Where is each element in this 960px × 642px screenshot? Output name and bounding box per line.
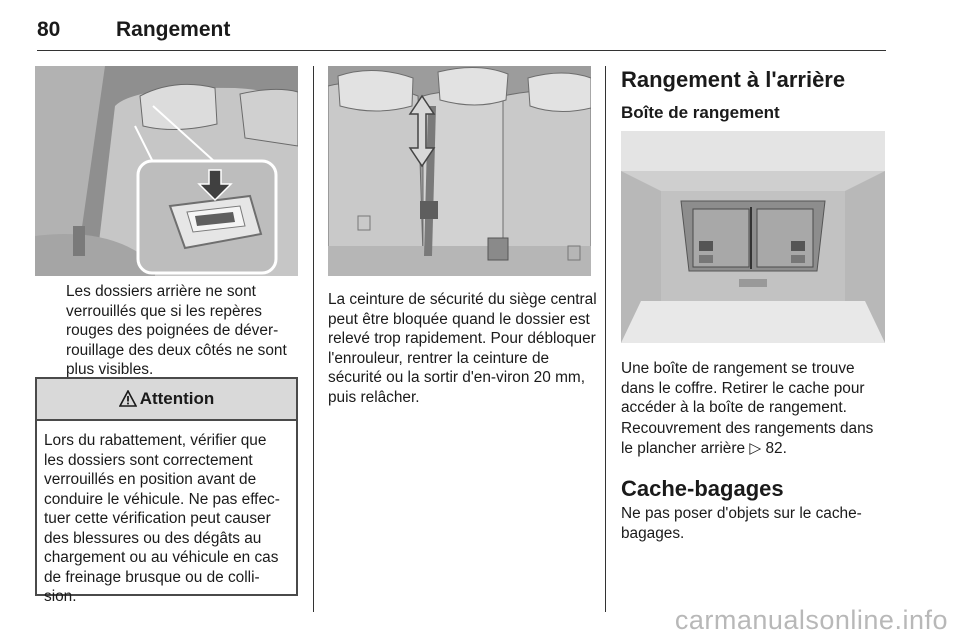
column-divider-1 — [313, 66, 314, 612]
attention-header — [37, 379, 296, 421]
storage-box-illustration — [621, 131, 885, 343]
floor-storage-paragraph — [621, 419, 889, 458]
column-divider-2 — [605, 66, 606, 612]
storage-box-paragraph: Une boîte de rangement se trouve dans le coffre. Retirer le cache pour accéder à la boîte de rangement. — [621, 360, 865, 416]
subheading-storage-box: Boîte de rangement — [621, 103, 780, 122]
seat-lock-paragraph: Les dossiers arrière ne sont verrouillés que si les repères rouges des poignées de déver-rouillage des deux côtés ne sont plus visibles. — [66, 283, 287, 378]
page-reference-icon: ▷ — [749, 439, 762, 457]
chapter-title: Rangement — [116, 18, 231, 41]
attention-title: Attention — [139, 389, 215, 408]
page-header — [37, 0, 886, 51]
seat-release-illustration — [35, 66, 298, 276]
section-heading-rear-storage: Rangement à l'arrière — [621, 67, 846, 92]
page-reference-link[interactable]: 82. — [765, 439, 787, 457]
floor-storage-text: Recouvrement des rangements dans le plancher arrière — [621, 420, 874, 457]
page-number: 80 — [37, 18, 61, 41]
seat-belt-paragraph: La ceinture de sécurité du siège central peut être bloquée quand le dossier est relevé trop rapidement. Pour débloquer l'enrouleur, rentrer la ceinture de sécurité ou la sortir d'en-viron 20 mm, puis relâcher. — [328, 291, 597, 406]
attention-box — [35, 377, 298, 605]
warning-triangle-icon — [119, 390, 137, 408]
seat-belt-illustration — [328, 66, 591, 276]
watermark: carmanualsonline.info — [674, 605, 948, 635]
attention-body: Lors du rabattement, vérifier que les dossiers sont correctement verrouillés en position avant de conduire le véhicule. Ne pas effec-tuer cette vérification peut causer des blessures ou des dégâts au chargement ou au véhicule en cas de freinage brusque ou de colli-sion. — [44, 432, 280, 605]
luggage-cover-paragraph: Ne pas poser d'objets sur le cache-bagages. — [621, 505, 862, 542]
section-heading-luggage-cover: Cache-bagages — [621, 476, 784, 501]
